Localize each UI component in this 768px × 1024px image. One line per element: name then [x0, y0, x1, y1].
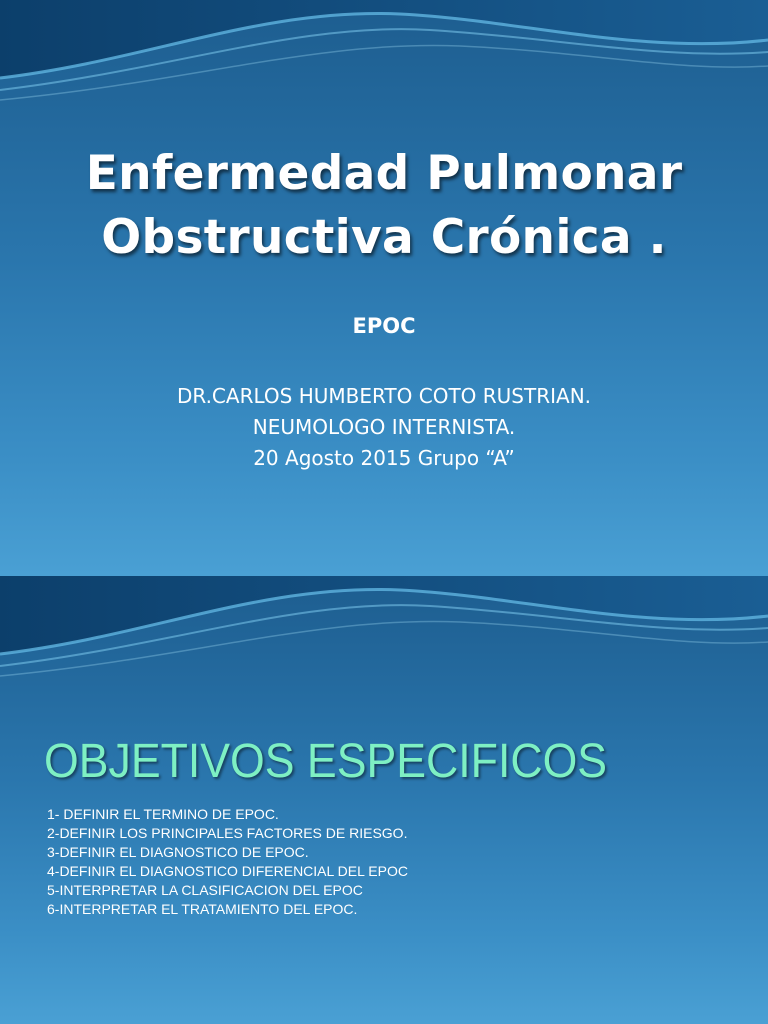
title-line-2: Obstructiva Crónica . [101, 210, 667, 265]
title-line-1: Enfermedad Pulmonar [85, 146, 683, 201]
slide-title [0, 142, 768, 270]
objectives-heading: OBJETIVOS ESPECIFICOS [44, 735, 608, 788]
wave-decoration [0, 576, 768, 686]
list-item: 3-DEFINIR EL DIAGNOSTICO DE EPOC. [47, 844, 309, 860]
author-block [0, 381, 768, 474]
author-line-3: 20 Agosto 2015 Grupo “A” [253, 446, 515, 470]
list-item: 1- DEFINIR EL TERMINO DE EPOC. [47, 806, 279, 822]
author-line-2: NEUMOLOGO INTERNISTA. [252, 415, 516, 439]
list-item: 4-DEFINIR EL DIAGNOSTICO DIFERENCIAL DEL EPOC [47, 863, 408, 879]
list-item: 6-INTERPRETAR EL TRATAMIENTO DEL EPOC. [47, 901, 358, 917]
slide-subtitle: EPOC [352, 314, 416, 338]
list-item: 5-INTERPRETAR LA CLASIFICACION DEL EPOC [47, 882, 363, 898]
wave-decoration [0, 0, 768, 110]
objectives-list [47, 805, 408, 919]
author-line-1: DR.CARLOS HUMBERTO COTO RUSTRIAN. [176, 384, 592, 408]
list-item: 2-DEFINIR LOS PRINCIPALES FACTORES DE RIESGO. [47, 825, 408, 841]
objectives-slide [0, 576, 768, 1024]
